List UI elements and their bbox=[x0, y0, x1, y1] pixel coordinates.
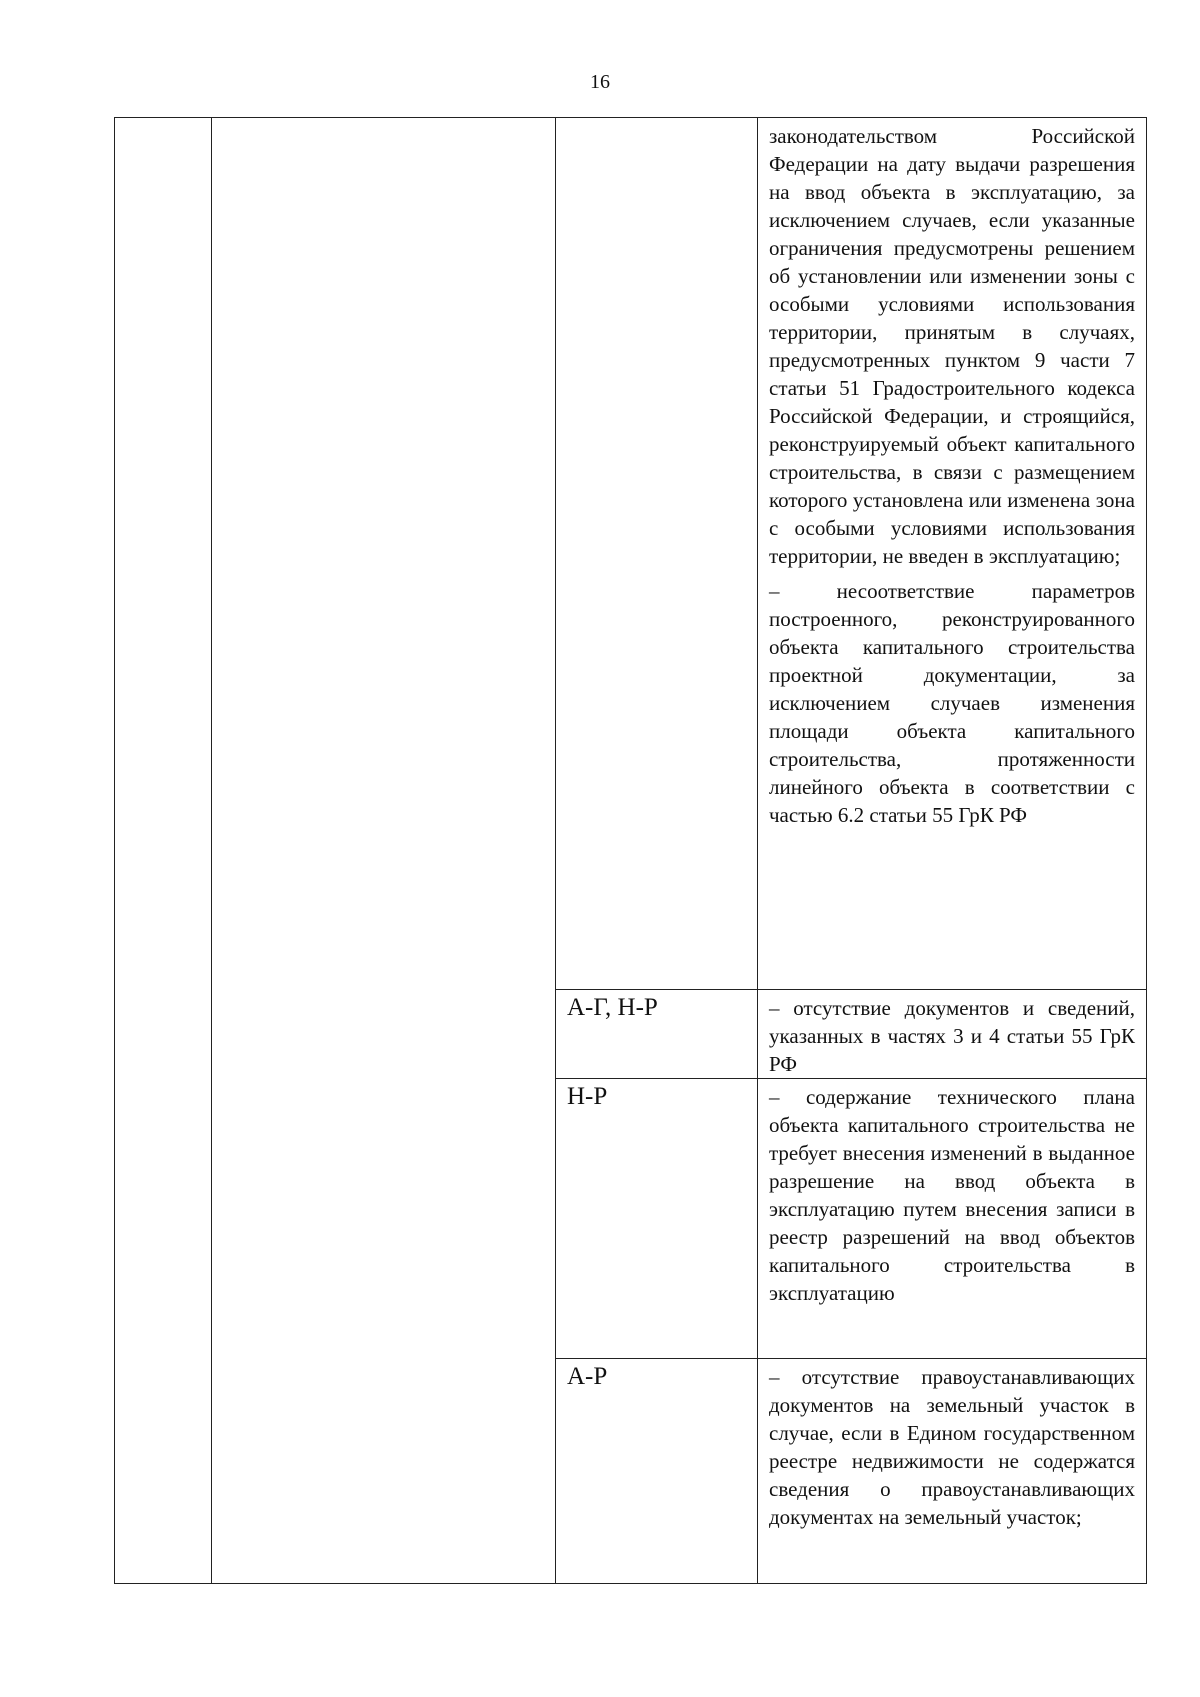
reason-paragraph: – несоответствие параметров построенного, реконструированного объекта капитального строительства проектной документации, за исключением случаев изменения площади объекта капитального строительства, протяженности линейного объекта в соответствии с частью 6.2 статьи 55 ГрК РФ bbox=[769, 579, 1135, 827]
reason-paragraph: законодательством Российской Федерации на дату выдачи разрешения на ввод объекта в эксплуатацию, за исключением случаев, если указанные ограничения предусмотрены решением об установлении или изменении зоны с особыми условиями использования территории, принятым в случаях, предусмотренных пунктом 9 части 7 статьи 51 Градостроительного кодекса Российской Федерации, и строящийся, реконструируемый объект капитального строительства, в связи с размещением которого установлена или изменена зона с особыми условиями использования территории, не введен в эксплуатацию; bbox=[769, 124, 1135, 568]
reason-cell bbox=[758, 990, 1147, 1079]
empty-cell-col2 bbox=[212, 118, 556, 1584]
code-cell bbox=[556, 118, 758, 990]
reason-cell bbox=[758, 1359, 1147, 1584]
requirements-table bbox=[114, 117, 1147, 1584]
table-row bbox=[115, 118, 1147, 990]
page-number: 16 bbox=[590, 71, 610, 93]
code-text: А-Р bbox=[567, 1363, 608, 1390]
reason-paragraph: – отсутствие документов и сведений, указанных в частях 3 и 4 статьи 55 ГрК РФ bbox=[769, 996, 1135, 1076]
reason-paragraph: – отсутствие правоустанавливающих документов на земельный участок в случае, если в Едином государственном реестре недвижимости не содержатся сведения о правоустанавливающих документах на земельный участок; bbox=[769, 1365, 1135, 1529]
code-text: А-Г, Н-Р bbox=[567, 994, 658, 1021]
code-cell bbox=[556, 990, 758, 1079]
code-text bbox=[556, 118, 757, 121]
code-text: Н-Р bbox=[567, 1083, 608, 1110]
reason-cell bbox=[758, 1079, 1147, 1359]
reason-paragraph: – содержание технического плана объекта капитального строительства не требует внесения изменений в выданное разрешение на ввод объекта в эксплуатацию путем внесения записи в реестр разрешений на ввод объектов капитального строительства в эксплуатацию bbox=[769, 1085, 1135, 1305]
code-cell bbox=[556, 1079, 758, 1359]
reason-cell bbox=[758, 118, 1147, 990]
empty-cell-col1 bbox=[115, 118, 212, 1584]
code-cell bbox=[556, 1359, 758, 1584]
